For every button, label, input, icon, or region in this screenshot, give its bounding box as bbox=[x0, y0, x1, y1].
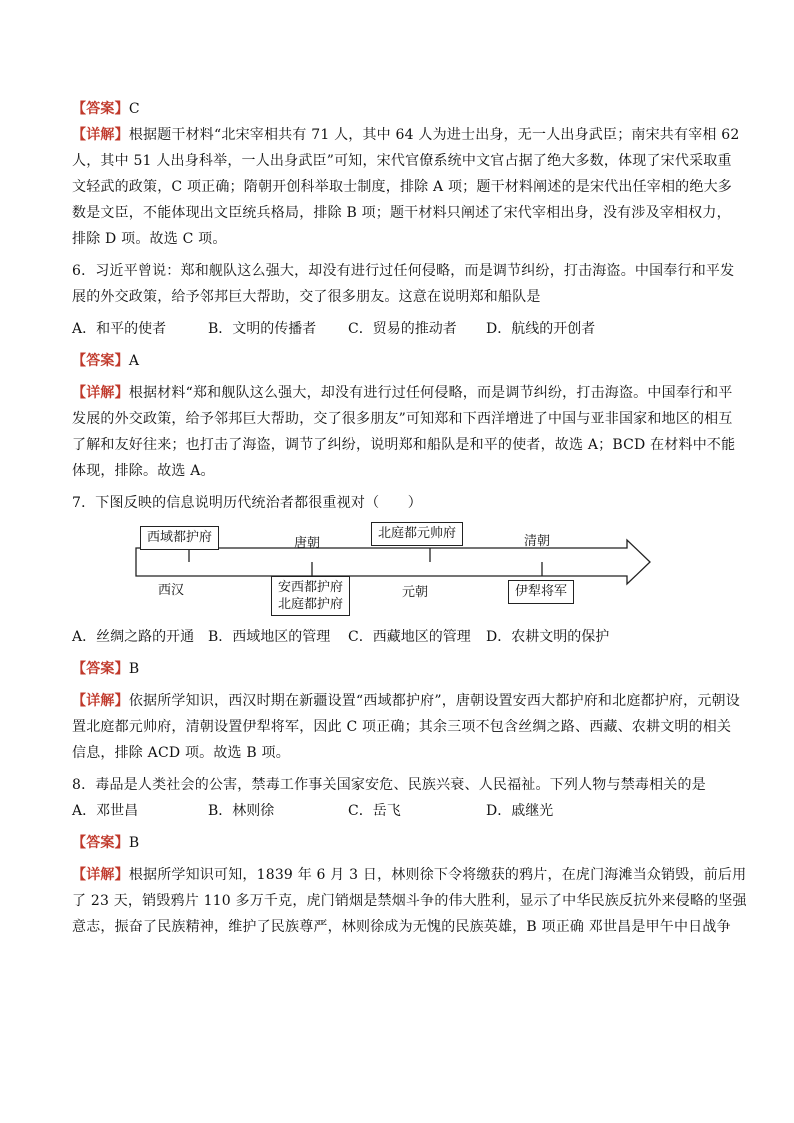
question-text: 7．下图反映的信息说明历代统治者都很重视对（ ） bbox=[72, 495, 422, 511]
box-anxi-line: 安西都护府 bbox=[278, 580, 344, 595]
detail-line: 信息，排除 ACD 项。故选 B 项。 bbox=[72, 745, 290, 761]
detail-line: 排除 D 项。故选 C 项。 bbox=[72, 231, 227, 247]
answer-line bbox=[72, 830, 724, 856]
detail-line: 数是文臣，不能体现出文臣统兵格局，排除 B 项；题干材料只阐述了宋代宰相出身，没有涉及宰相权力， bbox=[72, 205, 731, 221]
option-d: D．航线的开创者 bbox=[486, 321, 596, 337]
detail-text: 根据所学知识可知，1839 年 6 月 3 日，林则徐下令将缴获的鸦片，在虎门海滩当众销毁，前后用 bbox=[128, 867, 747, 883]
detail-text: 依据所学知识，西汉时期在新疆设置“西域都护府”，唐朝设置安西大都护府和北庭都护府，元朝设 bbox=[128, 693, 740, 709]
detail-line bbox=[72, 122, 740, 148]
box-beiting-line: 北庭都护府 bbox=[278, 597, 344, 612]
answer-value: B bbox=[128, 661, 140, 677]
answer-value: C bbox=[128, 101, 140, 117]
answer-line bbox=[72, 656, 724, 682]
label-tang: 唐朝 bbox=[294, 536, 321, 551]
detail-line: 体现，排除。故选 A。 bbox=[72, 463, 215, 479]
detail-tag: 【详解】 bbox=[72, 127, 129, 143]
label-qing: 清朝 bbox=[524, 534, 551, 549]
label-xihan: 西汉 bbox=[158, 583, 185, 598]
label-yuan: 元朝 bbox=[402, 585, 429, 600]
option-a: A．丝绸之路的开通 bbox=[72, 629, 195, 645]
detail-line bbox=[72, 862, 747, 888]
detail-line: 了 23 天，销毁鸦片 110 多万千克，虎门销烟是禁烟斗争的伟大胜利，显示了中华民族反抗外来侵略的坚强 bbox=[72, 893, 747, 909]
option-b: B．西域地区的管理 bbox=[208, 629, 331, 645]
answer-tag: 【答案】 bbox=[72, 353, 129, 369]
detail-line: 了解和友好往来；也打击了海盗，调节了纠纷，说明郑和船队是和平的使者，故选 A；BCD 在材料中不能 bbox=[72, 437, 736, 453]
box-beiting-yuan: 北庭都元帅府 bbox=[371, 522, 463, 546]
option-a: A．邓世昌 bbox=[72, 803, 139, 819]
option-d: D．农耕文明的保护 bbox=[486, 629, 610, 645]
option-a: A．和平的使者 bbox=[72, 321, 167, 337]
option-c: C．西藏地区的管理 bbox=[348, 629, 471, 645]
detail-tag: 【详解】 bbox=[72, 385, 129, 401]
question-text: 展的外交政策，给予邻邦巨大帮助，交了很多朋友。这意在说明郑和船队是 bbox=[72, 289, 541, 305]
box-anxi-beiting bbox=[271, 576, 350, 616]
question-text: 8．毒品是人类社会的公害，禁毒工作事关国家安危、民族兴衰、人民福祉。下列人物与禁毒相关的是 bbox=[72, 777, 706, 793]
option-c: C．岳飞 bbox=[348, 803, 401, 819]
answer-line bbox=[72, 96, 724, 122]
box-xiyu: 西域都护府 bbox=[140, 526, 219, 550]
option-b: B．林则徐 bbox=[208, 803, 275, 819]
answer-line bbox=[72, 348, 724, 374]
timeline-diagram bbox=[72, 524, 724, 616]
options-row bbox=[72, 624, 724, 650]
options-row bbox=[72, 798, 724, 824]
question-text: 6．习近平曾说：郑和舰队这么强大，却没有进行过任何侵略，而是调节纠纷，打击海盗。中国奉行和平发 bbox=[72, 263, 735, 279]
detail-line bbox=[72, 380, 733, 406]
detail-text: 根据题干材料“北宋宰相共有 71 人，其中 64 人为进士出身，无一人出身武臣；南宋共有宰相 62 bbox=[128, 127, 740, 143]
options-row bbox=[72, 316, 724, 342]
detail-line bbox=[72, 688, 740, 714]
detail-line: 发展的外交政策，给予邻邦巨大帮助，交了很多朋友”可知郑和下西洋增进了中国与亚非国家和地区的相互 bbox=[72, 411, 733, 427]
detail-line: 意志，振奋了民族精神，维护了民族尊严，林则徐成为无愧的民族英雄，B 项正确 邓世昌是甲午中日战争 bbox=[72, 919, 731, 935]
detail-line: 置北庭都元帅府，清朝设置伊犁将军，因此 C 项正确；其余三项不包含丝绸之路、西藏、农耕文明的相关 bbox=[72, 719, 732, 735]
detail-line: 文轻武的政策，C 项正确；隋朝开创科举取士制度，排除 A 项；题干材料阐述的是宋代出任宰相的绝大多 bbox=[72, 179, 732, 195]
option-b: B．文明的传播者 bbox=[208, 321, 317, 337]
detail-tag: 【详解】 bbox=[72, 693, 129, 709]
option-d: D．戚继光 bbox=[486, 803, 554, 819]
detail-line: 人，其中 51 人出身科举，一人出身武臣”可知，宋代官僚系统中文官占据了绝大多数，体现了宋代采取重 bbox=[72, 153, 732, 169]
option-c: C．贸易的推动者 bbox=[348, 321, 457, 337]
answer-tag: 【答案】 bbox=[72, 835, 129, 851]
answer-tag: 【答案】 bbox=[72, 661, 129, 677]
detail-tag: 【详解】 bbox=[72, 867, 129, 883]
answer-value: B bbox=[128, 835, 140, 851]
answer-value: A bbox=[128, 353, 140, 369]
detail-text: 根据材料“郑和舰队这么强大，却没有进行过任何侵略，而是调节纠纷，打击海盗。中国奉行和平 bbox=[128, 385, 733, 401]
answer-tag: 【答案】 bbox=[72, 101, 129, 117]
box-yili: 伊犁将军 bbox=[508, 580, 574, 604]
document-page bbox=[72, 96, 747, 940]
